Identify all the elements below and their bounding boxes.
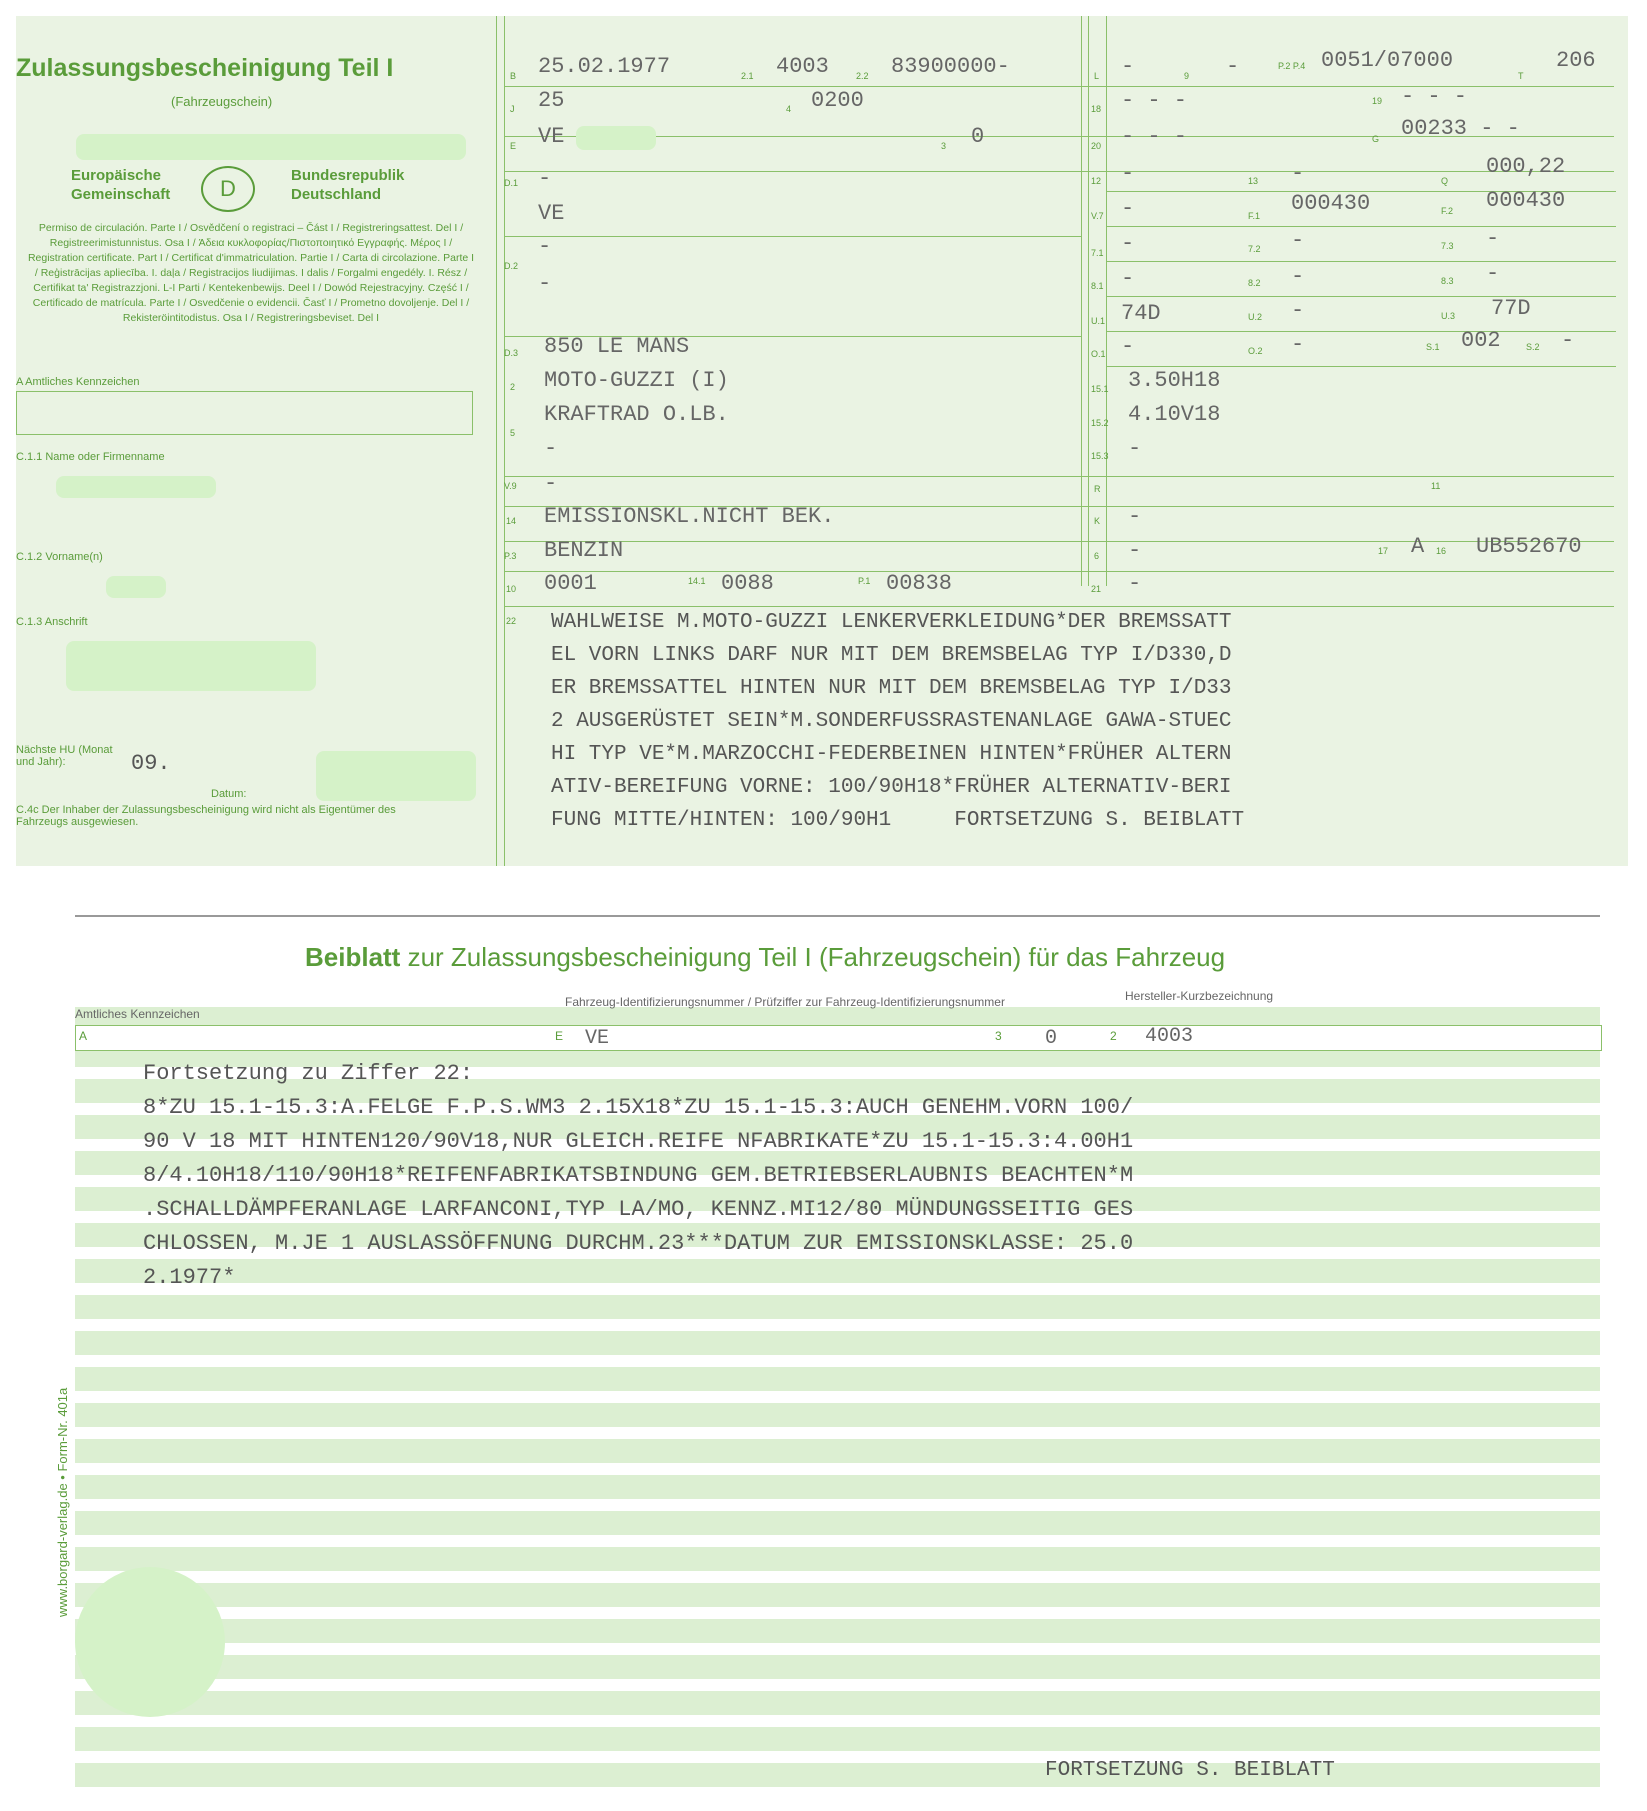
field-P2-P4: 0051/07000: [1321, 48, 1454, 73]
field-13: -: [1291, 161, 1305, 186]
publisher-text: www.borgard-verlag.de • Form-Nr. 401a: [55, 1387, 70, 1617]
field-L: -: [1121, 54, 1135, 79]
supplementary-sheet: [55, 915, 1600, 1787]
field-T: 206: [1556, 48, 1596, 73]
field-7-3: -: [1486, 226, 1500, 251]
field-4: 0200: [811, 88, 864, 113]
field-2-1: 4003: [776, 54, 829, 79]
code-2: 2: [1110, 1029, 1117, 1043]
field-2b: KRAFTRAD O.LB.: [544, 402, 729, 427]
field-P3: BENZIN: [544, 538, 624, 563]
label-vorname: C.1.2 Vorname(n): [16, 551, 103, 563]
field-3: 0: [971, 124, 985, 149]
label-kennzeichen: A Amtliches Kennzeichen: [16, 376, 140, 388]
sheet-check-digit: 0: [1045, 1027, 1058, 1050]
field-G: 00233 - -: [1401, 116, 1520, 141]
field-O1: -: [1121, 334, 1135, 359]
code-A: A: [79, 1029, 88, 1043]
redacted-vorname: [106, 576, 166, 598]
field-D2b: -: [538, 271, 552, 296]
field-21: -: [1128, 571, 1142, 596]
header-field-row: [75, 1025, 1602, 1051]
label-name: C.1.1 Name oder Firmenname: [16, 451, 165, 463]
hu-value: 09.: [131, 751, 171, 776]
sheet-title: Beiblatt zur Zulassungsbescheinigung Teil I (Fahrzeugschein) für das Fahrzeug: [305, 942, 1226, 972]
field-14: EMISSIONSKL.NICHT BEK.: [544, 504, 835, 529]
field-U1: 74D: [1121, 301, 1161, 326]
field-V7: -: [1121, 196, 1135, 221]
field-2-2: 83900000-: [891, 54, 1010, 79]
field-U3: 77D: [1491, 296, 1531, 321]
field-14-1: 0088: [721, 571, 774, 596]
sheet-vin: VE: [585, 1027, 610, 1050]
field-8-2: -: [1291, 264, 1305, 289]
field-F1: 000430: [1291, 191, 1371, 216]
holder-section: [16, 16, 496, 866]
field-12: -: [1121, 161, 1135, 186]
field-19: - - -: [1401, 84, 1468, 109]
code-3: 3: [995, 1029, 1002, 1043]
field-K: -: [1128, 504, 1142, 529]
field-D1: -: [538, 166, 552, 191]
field-15-2: 4.10V18: [1128, 402, 1221, 427]
field-17: A: [1411, 534, 1425, 559]
field-16: UB552670: [1476, 534, 1582, 559]
country-label: Bundesrepublik Deutschland: [291, 167, 405, 203]
field-8-3: -: [1486, 261, 1500, 286]
field-V9: -: [544, 471, 558, 496]
country-emblem: D: [201, 166, 255, 212]
field-F2: 000430: [1486, 188, 1566, 213]
permit-translations: Permiso de circulación. Parte I / Osvědčení o registraci – Část I / Registreringsattest. Del I / Registreerimistunnistus. Osa I / Άδεια κυκλοφορίας/Πιστοποιητικό Εγγραφής. Μέρος I / Registration certificate. Part I / Certificat d'immatriculation. Partie I / Carta di circolazione. Parte I / Reģistrācijas apliecība. I. daļa / Registracijos liudijimas. I dalis / Forgalmi engedély. I. Rész / Certifikat ta' Registrazzjoni. L-I Parti / Kentekenbewijs. Deel I / Dowód Rejestracyjny. Część I / Certificado de matrícula. Parte I / Osvedčenie o evidencii. Časť I / Prometno dovoljenje. Del I / Rekisteröintitodistus. Osa I / Registreringsbeviset. Del I: [27, 222, 475, 324]
label-hu: Nächste HU (Monat und Jahr):: [16, 744, 113, 768]
remarks-22: WAHLWEISE M.MOTO-GUZZI LENKERVERKLEIDUNG*DER BREMSSATT EL VORN LINKS DARF NUR MIT DEM BREMSBELAG TYP I/D330,D ER BREMSSATTEL HINTEN NUR MIT DEM BREMSBELAG TYP I/D33 2 AUSGERÜSTET SEIN*M.SONDERFUSSRASTENANLAGE GAWA-STUEC HI TYP VE*M.MARZOCCHI-FEDERBEINEN HINTEN*FRÜHER ALTERN ATIV-BEREIFUNG VORNE: 100/90H18*FRÜHER ALTERNATIV-BERI FUNG MITTE/HINTEN: 100/90H1 FORTSETZUNG S. BEIBLATT: [551, 611, 1245, 832]
sheet-manufacturer: 4003: [1145, 1025, 1194, 1048]
stamp-redacted: [75, 1567, 225, 1717]
redacted-name: [56, 476, 216, 498]
field-20: - - -: [1121, 124, 1188, 149]
continuation-text: Fortsetzung zu Ziffer 22: 8*ZU 15.1-15.3:A.FELGE F.P.S.WM3 2.15X18*ZU 15.1-15.3:AUCH GENEHM.VORN 100/ 90 V 18 MIT HINTEN120/90V18,NUR GLEICH.REIFE NFABRIKATE*ZU 15.1-15.3:4.00H1 8/4.10H18/110/90H18*REIFENFABRIKATSBINDUNG GEM.BETRIEBSERLAUBNIS BEACHTEN*M .SCHALLDÄMPFERANLAGE LARFANCONI,TYP LA/MO, KENNZ.MI12/80 MÜNDUNGSSEITIG GES CHLOSSEN, M.JE 1 AUSLASSÖFFNUNG DURCHM.23***DATUM ZUR EMISSIONSKLASSE: 25.0 2.1977*: [143, 1061, 1134, 1290]
label-fin: Fahrzeug-Identifizierungsnummer / Prüfziffer zur Fahrzeug-Identifizierungsnummer: [565, 995, 1005, 1009]
kennzeichen-box: [16, 391, 473, 435]
field-6: -: [1128, 538, 1142, 563]
field-P1: 00838: [886, 571, 953, 596]
label-hersteller: Hersteller-Kurzbezeichnung: [1125, 989, 1274, 1003]
field-J: 25: [538, 88, 565, 113]
field-9: -: [1226, 54, 1240, 79]
field-S2: -: [1561, 328, 1575, 353]
field-E: VE: [538, 124, 565, 149]
field-U2: -: [1291, 298, 1305, 323]
doc-subtitle: (Fahrzeugschein): [171, 94, 273, 109]
redacted-hu: [316, 751, 476, 801]
field-2: MOTO-GUZZI (I): [544, 368, 729, 393]
field-10: 0001: [544, 571, 597, 596]
field-D1b: VE: [538, 201, 565, 226]
field-7-2: -: [1291, 228, 1305, 253]
field-Q: 000,22: [1486, 154, 1566, 179]
label-datum: Datum:: [211, 788, 247, 800]
field-S1: 002: [1461, 328, 1501, 353]
footer-text: FORTSETZUNG S. BEIBLATT: [1045, 1759, 1335, 1782]
field-5: -: [544, 436, 558, 461]
redacted-vin: [576, 126, 656, 150]
field-D2: -: [538, 234, 552, 259]
label-c4c: C.4c Der Inhaber der Zulassungsbescheinigung wird nicht als Eigentümer des Fahrzeugs ausgewiesen.: [16, 804, 396, 828]
field-B: 25.02.1977: [538, 54, 671, 79]
registration-certificate: Zulassungsbescheinigung Teil I (Fahrzeugschein) Europäische Gemeinschaft D Bundesrepublik Deutschland Permiso de circulación. Parte I / Osvědčení o registraci – Část I / Registreringsattest. Del I / Registreerimistunnistus. Osa I / Άδεια κυκλοφορίας/Πιστοποιητικό Εγγραφής. Μέρος I / Registration certificate. Part I / Certificat d'immatriculation. Partie I / Carta di circolazione. Parte I / Reģistrācijas apliecība. I. daļa / Registracijos liudijimas. I dalis / Forgalmi engedély. I. Rész / Certifikat ta' Registrazzjoni. L-I Parti / Kentekenbewijs. Deel I / Dowód Rejestracyjny. Część I / Certificado de matrícula. Parte I / Osvedčenie o evidencii. Časť I / Prometno dovoljenje. Del I / Rekisteröintitodistus. Osa I / Registreringsbeviset. Del I A Amtliches Kennzeichen C.1.1 Name oder Firmenname C.1.2 Vorname(n) C.1.3 Anschrift Nächste HU (Monat und Jahr): 09. Datum: C.4c Der Inhaber der Zulassungsbescheinigung wird nicht als Eigentümer des Fahrzeugs ausgewiesen. B 25.02.1977 2.1 4003 2.2 83900000- J 25 4 0200 E VE 3 0 D.1 - VE D.2 - - D.3 850 LE MANS 2 MOTO-GUZZI (I) KRAFTRAD O.LB. 5 - V.9 - 14 EMISSIONSKL.NICHT BEK. P.3 BENZIN 10 0001 14.1 0088 P.1 00838 L - 9 - P.2 P.4 0051/07000 T 206 18 - - - 19 - - - 20 - - - G 00233 - - 12 - 13 - Q 000,22 V.7 - F.1 000430 F.2 000430 7.1 - 7.2 - 7.3 - 8.1 - 8.2 - 8.3 - U.1 74D U.2 - U.3 77D O.1 - O.2 - S.1 002 S.2 - 15.1 3.50H18 15.2 4.10V18 15.3 - R 11 K - 6 - 17 A 16 UB552670 21 - 22 WAHLWEISE M.MOTO-GUZZI LENKERVERKLEIDUNG*DER BREMSSATT EL VORN LINKS DARF NUR MIT DEM BREMSBELAG TYP I/D330,D ER BREMSSATTEL HINTEN NUR MIT DEM BREMSBELAG TYP I/D33 2 AUSGERÜSTET SEIN*M.SONDERFUSSRASTENANLAGE GAWA-STUEC HI TYP VE*M.MARZOCCHI-FEDERBEINEN HINTEN*FRÜHER ALTERN ATIV-BEREIFUNG VORNE: 100/90H18*FRÜHER ALTERNATIV-BERI FUNG MITTE/HINTEN: 100/90H1 FORTSETZUNG S. BEIBLATT: [16, 16, 1628, 866]
field-O2: -: [1291, 332, 1305, 357]
redacted-number: [76, 134, 466, 160]
redacted-address: [66, 641, 316, 691]
field-15-3: -: [1128, 436, 1142, 461]
field-18: - - -: [1121, 88, 1188, 113]
field-7-1: -: [1121, 231, 1135, 256]
field-15-1: 3.50H18: [1128, 368, 1221, 393]
eu-label: Europäische Gemeinschaft: [71, 167, 171, 203]
code-E: E: [555, 1029, 564, 1043]
label-anschrift: C.1.3 Anschrift: [16, 616, 88, 628]
doc-title: Zulassungsbescheinigung Teil I: [16, 54, 394, 82]
field-D3: 850 LE MANS: [544, 334, 690, 359]
label-kennzeichen: Amtliches Kennzeichen: [75, 1007, 200, 1021]
field-8-1: -: [1121, 266, 1135, 291]
